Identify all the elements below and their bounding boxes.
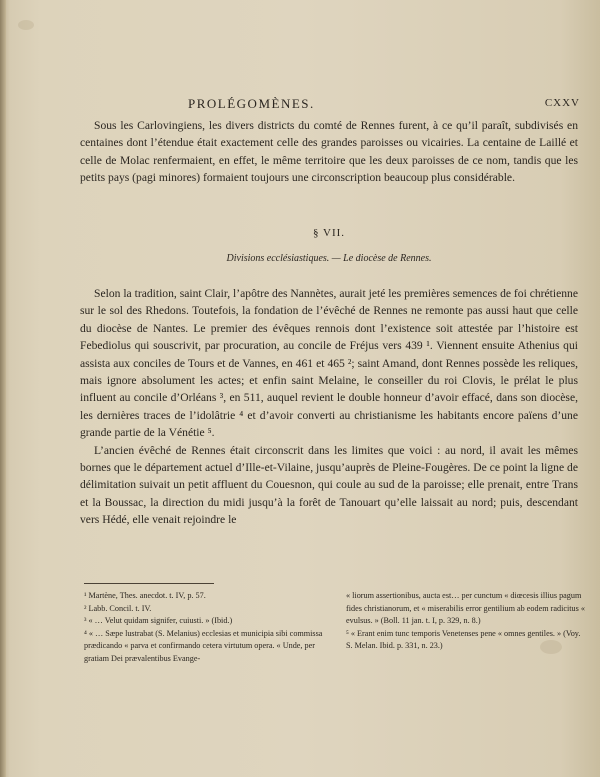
paragraph-2: L’ancien évêché de Rennes était circonscrit dans les limites que voici : au nord, il avait les mêmes bornes que le département actuel d’Ille-et-Vilaine, jusqu’auprès de Pleine-Fougères. De ce point la ligne de délimitation suivait un petit affluent du Couesnon, qui coule au sud de la paroisse; elle prenait, entre Trans et la Boussac, la direction du midi jusqu’à la forêt de Tanouart qu’elle laissait au nord; puis, descendant vers Hédé, elle venait rejoindre le: [80, 443, 578, 527]
section-subtitle: Divisions ecclésiastiques. — Le diocèse de Rennes.: [226, 253, 432, 264]
footnote-rule: [84, 583, 214, 584]
page-number: CXXV: [544, 97, 580, 109]
paper-stain: [18, 20, 34, 30]
paragraph-1: Selon la tradition, saint Clair, l’apôtre des Nannètes, aurait jeté les premières semences de foi chrétienne sur le sol des Rhedons. Toutefois, la fondation de l’évêché de Rennes ne remonte pas aussi haut que celle du diocèse de Nantes. Le premier des évêques rennois dont l’existence soit attestée par l’histoire est Febediolus qui souscrivit, par procuration, au concile de Fréjus vers 439 ¹. Viennent ensuite Athenius qui assista aux conciles de Tours et de Vannes, en 461 et 465 ²; saint Amand, dont Rennes possède les reliques, mais ignore absolument les actes; et enfin saint Melaine, le conseiller du roi Clovis, le prélat le plus influent au concile d’Orléans ³, en 511, auquel revient le double honneur d’avoir effacé, dans son diocèse, les dernières traces de l’idolâtrie ⁴ et d’avoir converti au christianisme les habitants encore païens d’une grande partie de la Vénétie ⁵.: [80, 287, 578, 440]
footnotes-left-column: [84, 590, 324, 666]
footnote: ¹ Martène, Thes. anecdot. t. IV, p. 57.: [84, 591, 206, 600]
running-title: PROLÉGOMÈNES.: [188, 96, 315, 111]
intro-paragraph: Sous les Carlovingiens, les divers districts du comté de Rennes furent, à ce qu’il paraît, subdivisés en centaines dont l’étendue était exactement celle des grandes paroisses ou vicairies. La centaine de Laillé et celle de Molac renfermaient, en effet, le même territoire que les deux paroisses de ce nom, tandis que les petits pays (pagi minores) formaient toujours une circonscription beaucoup plus considérable.: [80, 119, 578, 185]
footnote: ⁴ « … Sæpe lustrabat (S. Melanius) ecclesias et municipia sibi commissa prædicando « parva et confirmando cetera virtutum opera. « Unde, per gratiam Dei prævalentibus Evange-: [84, 628, 323, 663]
page-header: [150, 96, 580, 114]
intro-text: [80, 117, 578, 187]
footnotes-right-column: [346, 590, 586, 653]
footnote: « liorum assertionibus, aucta est… per cunctum « diœcesis illius pagum fides christianorum, et « miserabilis error gentilium ab eodem radicitus « evulsus. » (Boll. 11 jan. t. I, p. 329, n. 8.): [346, 591, 585, 626]
body-text: [80, 285, 578, 529]
footnote: ² Labb. Concil. t. IV.: [84, 603, 152, 613]
page-edge-shadow: [0, 0, 6, 777]
section-heading: § VII.: [312, 227, 346, 239]
footnote: ⁵ « Erant enim tunc temporis Venetenses pene « omnes gentiles. » (Voy. S. Melan. Ibid. p. 331, n. 23.): [346, 628, 581, 651]
footnote: ³ « … Velut quidam signifer, cuiusti. » (Ibid.): [84, 616, 233, 626]
